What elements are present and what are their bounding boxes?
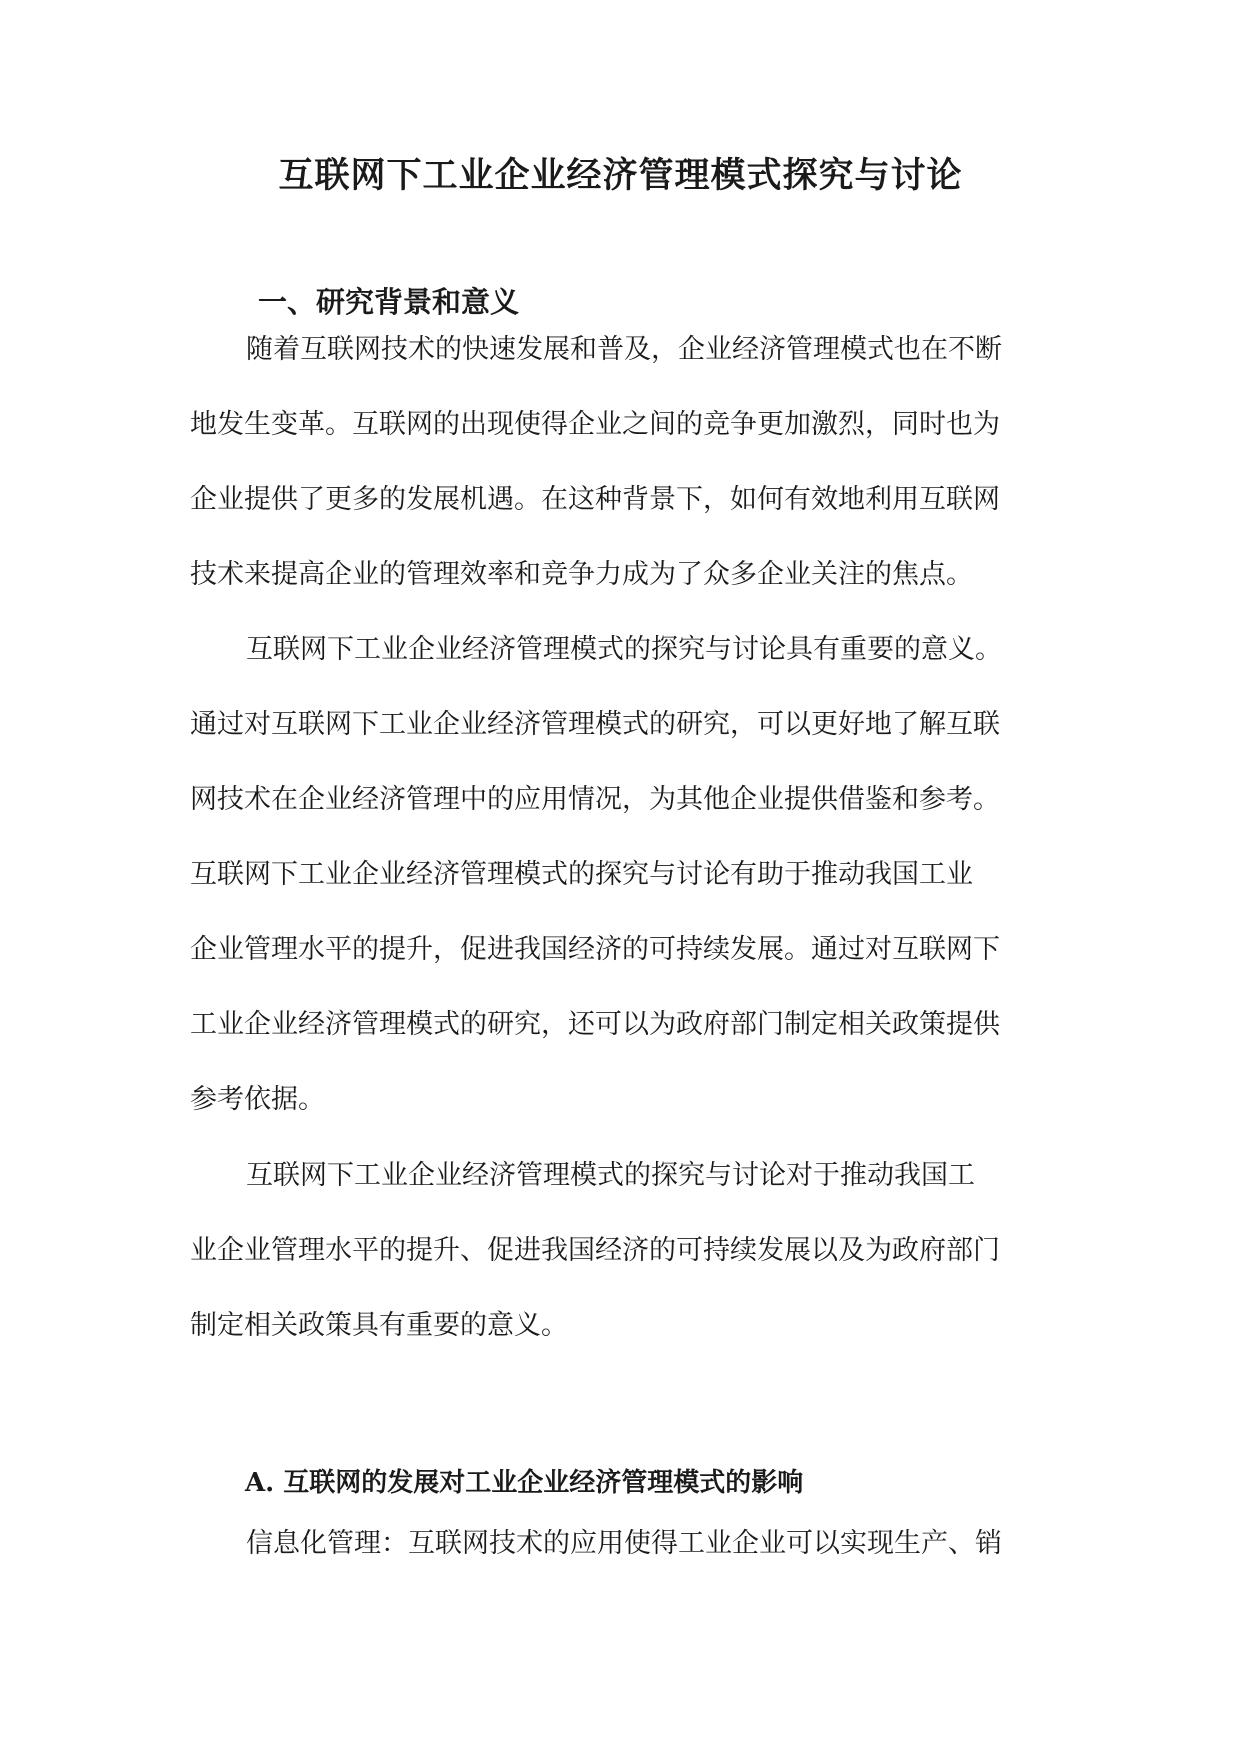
paragraph-line: 互联网下工业企业经济管理模式的探究与讨论具有重要的意义。 (246, 634, 1002, 665)
section-heading: 一、研究背景和意义 (258, 285, 520, 319)
document-title: 互联网下工业企业经济管理模式探究与讨论 (278, 155, 963, 196)
paragraph-line: 地发生变革。互联网的出现使得企业之间的竞争更加激烈，同时也为 (190, 409, 1000, 440)
paragraph-line: 参考依据。 (190, 1084, 325, 1115)
paragraph-line: 企业管理水平的提升，促进我国经济的可持续发展。通过对互联网下 (190, 934, 1000, 965)
paragraph-line: 信息化管理：互联网技术的应用使得工业企业可以实现生产、销 (246, 1528, 1002, 1559)
paragraph-line: 互联网下工业企业经济管理模式的探究与讨论对于推动我国工 (246, 1160, 975, 1191)
paragraph-line: 随着互联网技术的快速发展和普及，企业经济管理模式也在不断 (246, 334, 1002, 365)
paragraph-line: 通过对互联网下工业企业经济管理模式的研究，可以更好地了解互联 (190, 709, 1000, 740)
paragraph-line: 业企业管理水平的提升、促进我国经济的可持续发展以及为政府部门 (190, 1235, 1000, 1266)
paragraph-line: 技术来提高企业的管理效率和竞争力成为了众多企业关注的焦点。 (190, 559, 973, 590)
paragraph-line: 企业提供了更多的发展机遇。在这种背景下，如何有效地利用互联网 (190, 484, 1000, 515)
paragraph-line: 网技术在企业经济管理中的应用情况，为其他企业提供借鉴和参考。 (190, 784, 1000, 815)
paragraph-line: 互联网下工业企业经济管理模式的探究与讨论有助于推动我国工业 (190, 859, 973, 890)
subsection-heading: A. 互联网的发展对工业企业经济管理模式的影响 (245, 1468, 804, 1498)
paragraph-line: 工业企业经济管理模式的研究，还可以为政府部门制定相关政策提供 (190, 1009, 1000, 1040)
paragraph-line: 制定相关政策具有重要的意义。 (190, 1310, 568, 1341)
